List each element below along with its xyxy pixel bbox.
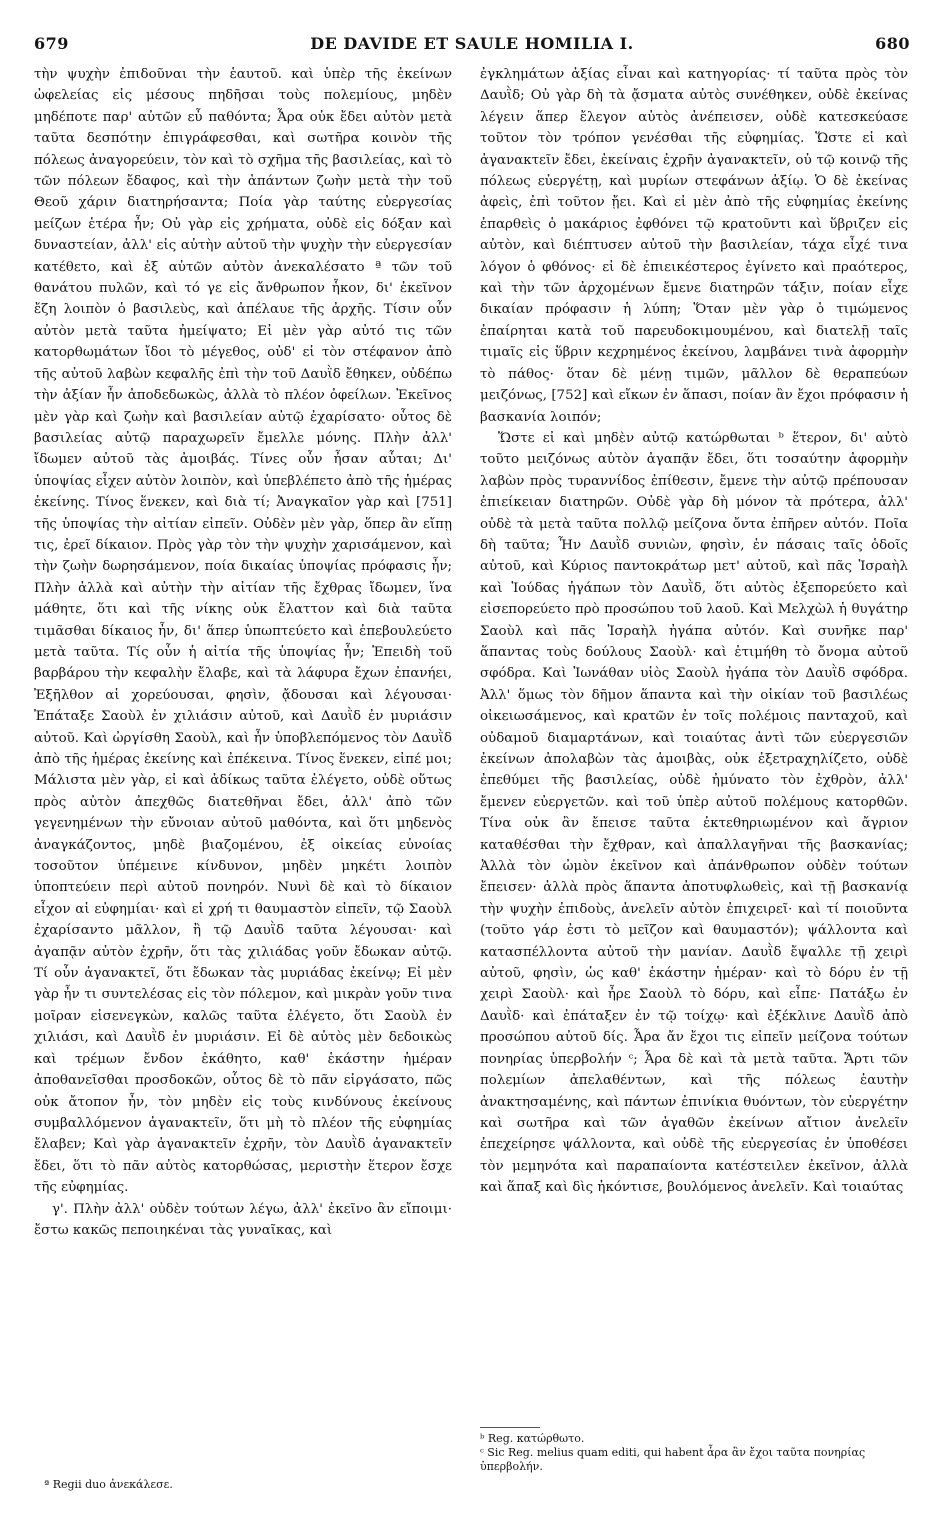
footnote-divider [480, 1427, 540, 1428]
left-column [34, 64, 452, 1241]
paragraph: γ'. Πλὴν ἀλλ' οὐδὲν τούτων λέγω, ἀλλ' ἐκεῖνο ἂν εἴποιμι· ἔστω κακῶς πεποιηκέναι τὰς γυναῖκας, καὶ [34, 1201, 452, 1238]
right-column [480, 64, 908, 1199]
footnote: ᵇ Reg. κατώρθωτο. [480, 1432, 585, 1445]
page-number-right: 680 [875, 34, 910, 53]
paragraph: τὴν ψυχὴν ἐπιδοῦναι τὴν ἑαυτοῦ. καὶ ὑπὲρ τῆς ἐκείνων ὠφελείας εἰς μέσους πηδῆσαι τοὺς πολεμίους, μηδὲν μηδέποτε παρ' αὐτῶν εὖ παθόντα; Ἆρα οὐκ ἔδει αὐτὸν μετὰ ταῦτα δεσπότην ἐπιγράφεσθαι, καὶ σωτῆρα κοινὸν τῆς πόλεως ἀναγορεύειν, τὸν καὶ τὸ σχῆμα τῆς βασιλείας, καὶ τὸ τῶν πόλεων ἔδαφος, καὶ τὴν ἁπάντων ζωὴν μετὰ τὴν τοῦ Θεοῦ χάριν διατηρήσαντα; Ποία γὰρ ταύτης εὐεργεσίας μείζων ἑτέρα ἦν; Οὐ γὰρ εἰς χρήματα, οὐδὲ εἰς δόξαν καὶ δυναστείαν, ἀλλ' εἰς αὐτὴν αὐτοῦ τὴν ψυχὴν τὴν εὐεργεσίαν κατέθετο, καὶ ἐξ αὐτῶν αὐτὸν ἀνεκαλέσατο ª τῶν τοῦ θανάτου πυλῶν, καὶ τό γε εἰς ἄνθρωπον ἧκον, δι' ἐκεῖνον ἔζη λοιπὸν ὁ βασιλεὺς, καὶ ἀπέλαυε τῆς ἀρχῆς. Τίσιν οὖν αὐτὸν μετὰ ταῦτα ἠμείψατο; Εἰ μὲν γὰρ αὐτό τις τῶν κατορθωμάτων ἴδοι τὸ μέγεθος, οὐδ' εἰ τὸν στέφανον ἀπὸ τῆς αὐτοῦ λαβὼν κεφαλῆς ἐπὶ τὴν τοῦ Δαυῒδ ἔθηκεν, οὐδέπω τὴν ἀξίαν ἦν ἀποδεδωκὼς, ἀλλὰ τὸ πλέον ὀφείλων. Ἐκεῖνος μὲν γὰρ καὶ ζωὴν καὶ βασιλείαν αὐτῷ ἐχαρίσατο· οὗτος δὲ βασιλείας αὐτῷ παραχωρεῖν ἔμελλε μόνης. Πλὴν ἀλλ' ἴδωμεν αὐτοῦ τὰς ἀμοιβάς. Τίνες οὖν ἦσαν αὗται; Δι' ὑποψίας εἶχεν αὐτὸν λοιπὸν, καὶ ὑπεβλέπετο ἀπὸ τῆς ἡμέρας ἐκείνης. Τίνος ἕνεκεν, καὶ διὰ τί; Ἀναγκαῖον γὰρ καὶ [751] τῆς ὑποψίας τὴν αἰτίαν εἰπεῖν. Οὐδὲν μὲν γὰρ, ὅπερ ἂν εἴπῃ τις, ἐρεῖ δίκαιον. Πρὸς γὰρ τὸν τὴν ψυχὴν χαρισάμενον, καὶ τὴν ζωὴν δωρησάμενον, ποία δικαίας ὑποψίας πρόφασις ἦν; Πλὴν ἀλλὰ καὶ αὐτὴν τὴν αἰτίαν τῆς ἔχθρας ἴδωμεν, ἵνα μάθητε, ὅτι καὶ τῆς νίκης οὐκ ἔλαττον καὶ διὰ ταῦτα τιμᾶσθαι δίκαιος ἦν, δι' ἅπερ ὑπωπτεύετο καὶ ἐπεβουλεύετο μετὰ ταῦτα. Τίς οὖν ἡ αἰτία τῆς ὑποψίας ἦν; Ἐπειδὴ τοῦ βαρβάρου τὴν κεφαλὴν ἔλαβε, καὶ τὰ λάφυρα ἔχων ἐπανήει, Ἐξῆλθον αἱ χορεύουσαι, φησὶν, ᾄδουσαι καὶ λέγουσαι· Ἐπάταξε Σαοὺλ ἐν χιλιάσιν αὐτοῦ, καὶ Δαυῒδ ἐν μυριάσιν αὐτοῦ. Καὶ ὠργίσθη Σαοὺλ, καὶ ἦν ὑποβλεπόμενος τὸν Δαυῒδ ἀπὸ τῆς ἡμέρας ἐκείνης καὶ ἐπέκεινα. Τίνος ἕνεκεν, εἰπέ μοι; Μάλιστα μὲν γὰρ, εἰ καὶ ἀδίκως ταῦτα ἐλέγετο, οὐδὲ οὕτως πρὸς αὐτὸν ἀπεχθῶς διατεθῆναι ἔδει, ἀλλ' ἀπὸ τῶν γεγενημένων τὴν εὔνοιαν αὐτοῦ μαθόντα, καὶ ὅτι μηδενὸς ἀναγκάζοντος, μηδὲ βιαζομένου, ἐξ οἰκείας εὐνοίας τοσοῦτον ὑπέμεινε κίνδυνον, μηδὲν μηκέτι λοιπὸν ὑποπτεύειν περὶ αὐτοῦ πονηρόν. Νυνὶ δὲ καὶ τὸ δίκαιον εἶχον αἱ εὐφημίαι· καὶ εἰ χρή τι θαυμαστὸν εἰπεῖν, τῷ Σαοὺλ ἐχαρίσαντο μᾶλλον, ἢ τῷ Δαυῒδ ταῦτα λέγουσαι· καὶ ἀγαπᾷν αὐτὸν ἐχρῆν, ὅτι τὰς χιλιάδας γοῦν ἔδωκαν αὐτῷ. Τί οὖν ἀγανακτεῖ, ὅτι ἔδωκαν τὰς μυριάδας ἐκείνῳ; Εἰ μὲν γὰρ ἦν τι συντελέσας εἰς τὸν πόλεμον, καὶ μικρὰν γοῦν τινα μοῖραν εἰσενεγκὼν, καλῶς ταῦτα ἐλέγετο, ὅτι Σαοὺλ ἐν χιλιάσι, καὶ Δαυῒδ ἐν μυριάσιν. Εἰ δὲ αὐτὸς μὲν δεδοικὼς καὶ τρέμων ἔνδον ἐκάθητο, καθ' ἑκάστην ἡμέραν ἀποθανεῖσθαι προσδοκῶν, οὗτος δὲ τὸ πᾶν εἰργάσατο, πῶς οὐκ ἄτοπον ἦν, τὸν μηδὲν εἰς τοὺς κινδύνους ἐκείνους συμβαλλόμενον ἀγανακτεῖν, ὅτι μὴ τὸ πλέον τῆς εὐφημίας ἔλαβεν; Καὶ γὰρ ἀγανακτεῖν ἐχρῆν, τὸν Δαυῒδ ἀγανακτεῖν ἔδει, ὅτι τὸ πᾶν αὐτὸς κατορθώσας, μεριστὴν ἕτερον ἔσχε τῆς εὐφημίας. [34, 67, 452, 1196]
paragraph: Ὥστε εἰ καὶ μηδὲν αὐτῷ κατώρθωται ᵇ ἕτερον, δι' αὐτὸ τοῦτο μειζόνως αὐτὸν ἀγαπᾷν ἔδει, ὅτι τοσαύτην ἀφορμὴν λαβὼν πρὸς τυραννίδος ἐπίθεσιν, ἔμενε τὴν αὐτῷ πρέπουσαν ἐπιείκειαν διατηρῶν. Οὐδὲ γὰρ δὴ μόνον τὰ πρότερα, ἀλλ' οὐδὲ τὰ μετὰ ταῦτα πολλῷ μείζονα ὄντα ἐπῆρεν αὐτόν. Ποῖα δὴ ταῦτα; Ἦν Δαυῒδ συνιὼν, φησὶν, ἐν πάσαις ταῖς ὁδοῖς αὐτοῦ, καὶ Κύριος παντοκράτωρ μετ' αὐτοῦ, καὶ πᾶς Ἰσραὴλ καὶ Ἰούδας ἠγάπων τὸν Δαυῒδ, ὅτι αὐτὸς ἐξεπορεύετο καὶ εἰσεπορεύετο πρὸ προσώπου τοῦ λαοῦ. Καὶ Μελχὼλ ἡ θυγάτηρ Σαοὺλ καὶ πᾶς Ἰσραὴλ ἠγάπα αὐτόν. Καὶ συνῆκε παρ' ἅπαντας τοὺς δούλους Σαοὺλ· καὶ ἐτιμήθη τὸ ὄνομα αὐτοῦ σφόδρα. Καὶ Ἰωνάθαν υἱὸς Σαοὺλ ἠγάπα τὸν Δαυῒδ σφόδρα. Ἀλλ' ὅμως τὸν δῆμον ἅπαντα καὶ τὴν οἰκίαν τοῦ βασιλέως οἰκειωσάμενος, καὶ κρατῶν ἐν τοῖς πολέμοις πανταχοῦ, καὶ οὐδαμοῦ διαμαρτάνων, καὶ τοιαύτας ἀντὶ τῶν εὐεργεσιῶν ἐκείνων ἀπολαβὼν τὰς ἀμοιβὰς, οὐκ ἐξετραχηλίζετο, οὐδὲ ἐπεθύμει τῆς βασιλείας, οὐδὲ ἠμύνατο τὸν ἐχθρὸν, ἀλλ' ἔμενεν εὐεργετῶν. καὶ τοῦ ὑπὲρ αὐτοῦ πολέμους κατορθῶν. Τίνα οὐκ ἂν ἔπεισε ταῦτα ἐκτεθηριωμένον καὶ ἄγριον καταθέσθαι τὴν ἔχθραν, καὶ ἀπαλλαγῆναι τῆς βασκανίας; Ἀλλὰ τὸν ὠμὸν ἐκεῖνον καὶ ἀπάνθρωπον οὐδὲν τούτων ἔπεισεν· ἀλλὰ πρὸς ἅπαντα ἀποτυφλωθεὶς, καὶ τῇ βασκανίᾳ τὴν ψυχὴν ἐπιδοὺς, ἀνελεῖν αὐτὸν ἐπιχειρεῖ· καὶ τί ποιοῦντα (τοῦτο γάρ ἐστι τὸ μεῖζον καὶ θαυμαστόν); ψάλλοντα καὶ κατασπέλλοντα αὐτοῦ τὴν μανίαν. Δαυῒδ ἔψαλλε τῇ χειρὶ αὐτοῦ, φησὶν, ὡς καθ' ἑκάστην ἡμέραν· καὶ τὸ δόρυ ἐν τῇ χειρὶ Σαοὺλ· καὶ ἦρε Σαοὺλ τὸ δόρυ, καὶ εἶπε· Πατάξω ἐν Δαυῒδ· καὶ ἐπάταξεν ἐν τῷ τοίχῳ· καὶ ἐξέκλινε Δαυῒδ ἀπὸ προσώπου αὐτοῦ δίς. Ἆρα ἄν ἔχοι τις εἰπεῖν μείζονα τούτων πονηρίας ὑπερβολήν ᶜ; Ἆρα δὲ καὶ τὰ μετὰ ταῦτα. Ἄρτι τῶν πολεμίων ἀπελαθέντων, καὶ τῆς πόλεως ἑαυτὴν ἀνακτησαμένης, καὶ πάντων ἐπινίκια θυόντων, τὸν εὐεργέτην καὶ σωτῆρα καὶ τῶν ἀγαθῶν ἐκείνων αἴτιον ἀνελεῖν ἐπεχείρησε ψάλλοντα, καὶ οὐδὲ τῆς εὐεργεσίας ἐν ὑποθέσει τὸν μεμηνότα καὶ παραπαίοντα κατέστειλεν ἐκεῖνον, ἀλλὰ καὶ ἅπαξ καὶ δὶς ἠκόντισε, βουλόμενος ἀνελεῖν. Καὶ τοιαύτας [480, 430, 908, 1196]
page-header [34, 34, 910, 56]
footnote: ª Regii duo ἀνεκάλεσε. [44, 1478, 173, 1491]
footnotes-right [480, 1432, 908, 1474]
footnote: ᶜ Sic Reg. melius quam editi, qui habent ἆρα ἂν ἔχοι ταῦτα πονηρίας ὑπερβολήν. [480, 1446, 866, 1473]
running-title: DE DAVIDE ET SAULE HOMILIA I. [310, 34, 634, 53]
page-number-left: 679 [34, 34, 69, 53]
footnotes-left [44, 1478, 424, 1492]
paragraph: ἐγκλημάτων ἀξίας εἶναι καὶ κατηγορίας· τί ταῦτα πρὸς τὸν Δαυῒδ; Οὐ γὰρ δὴ τὰ ᾄσματα αὐτὸς συνέθηκεν, οὐδὲ ἐκείνας λέγειν ἅπερ ἔλεγον αὐτὸς ἀνέπεισεν, οὐδὲ κατεσκεύασε τοῦτον τὸν τρόπον γενέσθαι τῆς εὐφημίας. Ὥστε εἰ καὶ ἀγανακτεῖν ἔδει, ἐκείναις ἐχρῆν ἀγανακτεῖν, οὐ τῷ κοινῷ τῆς πόλεως εὐεργέτῃ, καὶ μυρίων στεφάνων ἀξίῳ. Ὁ δὲ ἐκείνας ἀφεὶς, ἐπὶ τοῦτον ᾔει. Καὶ εἰ μὲν ἀπὸ τῆς εὐφημίας ἐκείνης ἐπαρθεὶς ὁ μακάριος ἐφθόνει τῷ κρατοῦντι καὶ ὕβριζεν εἰς αὐτὸν, καὶ διέπτυσεν αὐτοῦ τὴν βασιλείαν, τάχα εἶχέ τινα λόγον ὁ φθόνος· εἰ δὲ ἐπιεικέστερος ἐγίνετο καὶ πραότερος, καὶ τὴν τῶν ἀρχομένων ἔμενε διατηρῶν τάξιν, ποίαν εἶχε δικαίαν πρόφασιν ἡ λύπη; Ὅταν μὲν γὰρ ὁ τιμώμενος ἐπαίρηται κατὰ τοῦ παρευδοκιμουμένου, καὶ διατελῇ ταῖς τιμαῖς εἰς ὕβριν κεχρημένος ἐκείνου, λαμβάνει τινὰ ἀφορμὴν τὸ πάθος· ὅταν δὲ μένῃ τιμῶν, μᾶλλον δὲ θεραπεύων μειζόνως, [752] καὶ εἴκων ἐν ἅπασι, ποίαν ἂν ἔχοι πρόφασιν ἡ βασκανία λοιπόν; [480, 67, 908, 425]
